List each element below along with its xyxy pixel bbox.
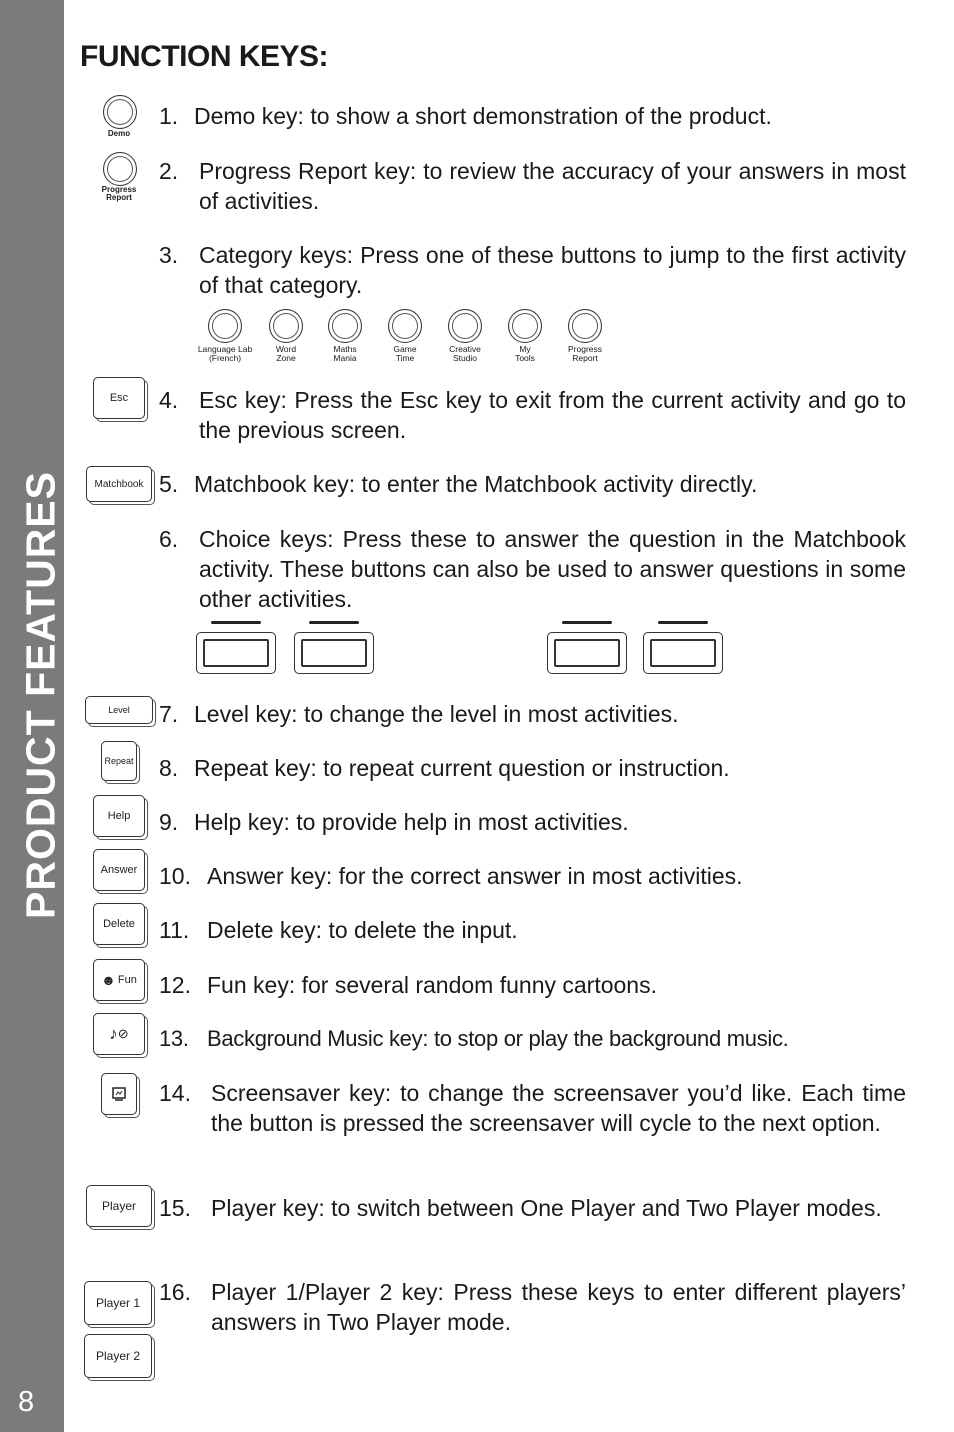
item-text: Help key: to provide help in most activities. xyxy=(194,809,629,835)
category-key-label: Progress Report xyxy=(567,344,602,363)
player-2-key-icon: Player 2 xyxy=(84,1334,152,1378)
category-key-icon xyxy=(448,309,482,343)
esc-key-icon: Esc xyxy=(93,377,145,419)
player-1-key-icon: Player 1 xyxy=(84,1281,152,1325)
fun-key-label: Fun xyxy=(117,974,137,986)
item-number: 12. xyxy=(159,972,191,998)
progress-report-key-icon xyxy=(103,152,137,186)
background-music-key-icon xyxy=(93,1013,145,1055)
music-off-icon: ⊘ xyxy=(117,1026,129,1041)
section-title: PRODUCT FEATURES xyxy=(17,470,64,920)
category-key-icon xyxy=(508,309,542,343)
item-number: 6. xyxy=(159,526,179,552)
item-number: 11. xyxy=(159,917,190,943)
category-key-label: Maths Mania xyxy=(333,344,357,363)
matchbook-key-icon: Matchbook xyxy=(86,466,152,502)
page-number: 8 xyxy=(18,1386,35,1418)
list-item xyxy=(159,1193,906,1223)
choice-key-4-icon xyxy=(643,632,723,674)
item-number: 2. xyxy=(159,158,179,184)
fun-face-icon: ☻ xyxy=(101,972,116,988)
demo-key-icon xyxy=(103,95,137,129)
item-text: Level key: to change the level in most activities. xyxy=(194,701,679,727)
screensaver-key-icon xyxy=(101,1073,137,1115)
player-key-icon: Player xyxy=(86,1185,152,1227)
sidebar xyxy=(0,0,64,1432)
item-number: 9. xyxy=(159,809,179,835)
list-item xyxy=(159,970,906,1000)
list-item xyxy=(159,240,906,300)
list-item xyxy=(159,156,906,216)
list-item xyxy=(159,1024,906,1054)
item-number: 14. xyxy=(159,1080,191,1106)
screen-icon xyxy=(112,1087,126,1101)
item-text: Screensaver key: to change the screensaver you’d like. Each time the button is pressed the screensaver will cycle to the next option. xyxy=(211,1080,906,1136)
repeat-key-icon: Repeat xyxy=(101,741,137,781)
item-text: Repeat key: to repeat current question or instruction. xyxy=(194,755,730,781)
item-text: Delete key: to delete the input. xyxy=(207,917,518,943)
category-key-label: My Tools xyxy=(515,344,535,363)
item-text: Choice keys: Press these to answer the question in the Matchbook activity. These buttons can also be used to answer questions in some other activities. xyxy=(199,526,906,612)
item-number: 4. xyxy=(159,387,179,413)
answer-key-icon: Answer xyxy=(93,849,145,891)
item-number: 10. xyxy=(159,863,191,889)
progress-report-key-label: Progress Report xyxy=(101,185,137,202)
category-key-label: Game Time xyxy=(393,344,417,363)
item-text: Player 1/Player 2 key: Press these keys to enter different players’ answers in Two Player mode. xyxy=(211,1279,906,1335)
category-key-icon xyxy=(388,309,422,343)
list-item xyxy=(159,469,906,499)
item-number: 1. xyxy=(159,103,179,129)
category-key-label: Language Lab (French) xyxy=(197,344,253,363)
category-key xyxy=(190,309,260,363)
item-text: Answer key: for the correct answer in most activities. xyxy=(207,863,743,889)
choice-key-2-icon xyxy=(294,632,374,674)
list-item xyxy=(159,385,906,445)
item-number: 3. xyxy=(159,242,179,268)
item-number: 5. xyxy=(159,471,179,497)
page-title: FUNCTION KEYS: xyxy=(80,40,328,73)
item-number: 16. xyxy=(159,1279,191,1305)
item-text: Category keys: Press one of these buttons to jump to the first activity of that category. xyxy=(199,242,906,298)
item-number: 8. xyxy=(159,755,179,781)
list-item xyxy=(159,699,906,729)
demo-key-label: Demo xyxy=(107,129,131,138)
item-number: 15. xyxy=(159,1195,191,1221)
list-item xyxy=(159,807,906,837)
list-item xyxy=(159,861,906,891)
category-key-label: Word Zone xyxy=(275,344,297,363)
level-key-icon: Level xyxy=(85,696,153,724)
item-text: Matchbook key: to enter the Matchbook activity directly. xyxy=(194,471,758,497)
help-key-icon: Help xyxy=(93,795,145,837)
category-key xyxy=(550,309,620,363)
list-item xyxy=(159,915,906,945)
item-text: Progress Report key: to review the accuracy of your answers in most of activities. xyxy=(199,158,906,214)
category-key-label: Creative Studio xyxy=(449,344,481,363)
item-text: Esc key: Press the Esc key to exit from the current activity and go to the previous screen. xyxy=(199,387,906,443)
item-number: 7. xyxy=(159,701,179,727)
category-key-icon xyxy=(328,309,362,343)
category-key-icon xyxy=(568,309,602,343)
choice-key-3-icon xyxy=(547,632,627,674)
list-item xyxy=(159,524,906,614)
category-key-icon xyxy=(269,309,303,343)
list-item xyxy=(159,1078,906,1138)
delete-key-icon: Delete xyxy=(93,903,145,945)
list-item xyxy=(159,1277,906,1337)
choice-key-1-icon xyxy=(196,632,276,674)
list-item xyxy=(159,101,906,131)
item-text: Demo key: to show a short demonstration of the product. xyxy=(194,103,772,129)
fun-key-icon xyxy=(93,959,145,1001)
category-key-icon xyxy=(208,309,242,343)
music-note-icon: ♪ xyxy=(109,1024,118,1043)
item-text: Fun key: for several random funny cartoons. xyxy=(207,972,657,998)
item-number: 13. xyxy=(159,1026,189,1051)
item-text: Background Music key: to stop or play the background music. xyxy=(207,1026,789,1051)
list-item xyxy=(159,753,906,783)
item-text: Player key: to switch between One Player and Two Player modes. xyxy=(211,1195,882,1221)
